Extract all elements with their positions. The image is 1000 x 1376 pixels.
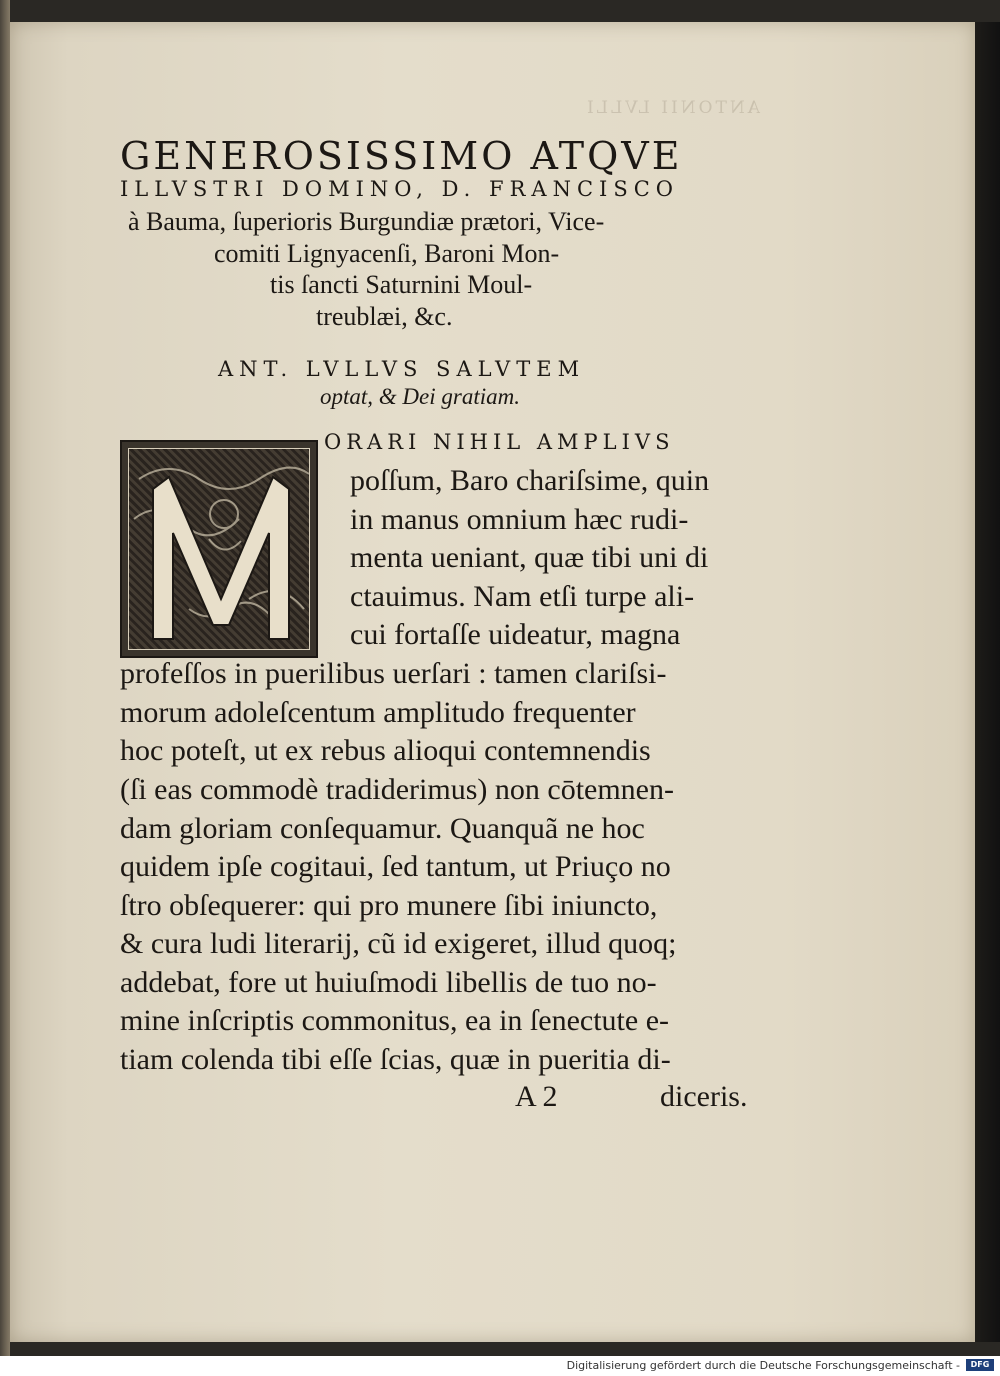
dedication-line: à Bauma, ſuperioris Burgundiæ prætori, Vice- [128,207,605,236]
page-binding-edge [0,0,10,1356]
body-line: poſſum, Baro chariſsime, quin [350,464,710,497]
salutation-line-2: optat, & Dei gratiam. [320,384,520,409]
footer-bar [0,1356,1000,1376]
dedication-line: tis ſancti Saturnini Moul- [270,270,533,299]
dedication-line: comiti Lignyacenſi, Baroni Mon- [214,239,560,268]
body-line: in manus omnium hæc rudi- [350,503,689,536]
body-line: quidem ipſe cogitaui, ſed tantum, ut Priuço no [120,850,671,883]
body-line: (ſi eas commodè tradiderimus) non cōtemnen- [120,773,674,806]
page-shadow-edge [975,22,1000,1342]
body-line: profeſſos in puerilibus uerſari : tamen clariſsi- [120,657,667,690]
body-line: morum adoleſcentum amplitudo frequenter [120,696,636,729]
signature-mark: A 2 [515,1080,558,1113]
body-line: hoc poteſt, ut ex rebus alioqui contemnendis [120,734,651,767]
catchword: diceris. [660,1080,748,1113]
bleed-through-text: ANTONII LVLLI [584,98,760,118]
initial-letter-m-icon [129,449,310,650]
body-line: ſtro obſequerer: qui pro munere ſibi iniuncto, [120,889,658,922]
body-first-line: ORARI NIHIL AMPLIVS [324,430,675,454]
heading-line-1: GENEROSISSIMO ATQVE [120,134,683,178]
dedication-line: treublæi, &c. [316,302,453,331]
body-line: mine inſcriptis commonitus, ea in ſenectute e- [120,1004,670,1037]
body-line: cui fortaſſe uideatur, magna [350,618,681,651]
body-line: & cura ludi literarij, cũ id exigeret, illud quoq; [120,927,677,960]
dfg-logo-icon: DFG [966,1359,994,1371]
body-line: ctauimus. Nam etſi turpe ali- [350,580,695,613]
body-line: dam gloriam conſequamur. Quanquã ne hoc [120,812,645,845]
salutation-line-1: ANT. LVLLVS SALVTEM [218,357,586,381]
woodcut-initial-image [128,448,310,650]
body-line: menta ueniant, quæ tibi uni di [350,541,709,574]
heading-line-2: ILLVSTRI DOMINO, D. FRANCISCO [120,177,679,201]
body-line: addebat, fore ut huiuſmodi libellis de tuo no- [120,966,657,999]
woodcut-initial-m [120,440,318,658]
body-line: tiam colenda tibi eſſe ſcias, quæ in pueritia di- [120,1043,671,1076]
footer-credit: Digitalisierung gefördert durch die Deutsche Forschungsgemeinschaft - [566,1359,960,1372]
